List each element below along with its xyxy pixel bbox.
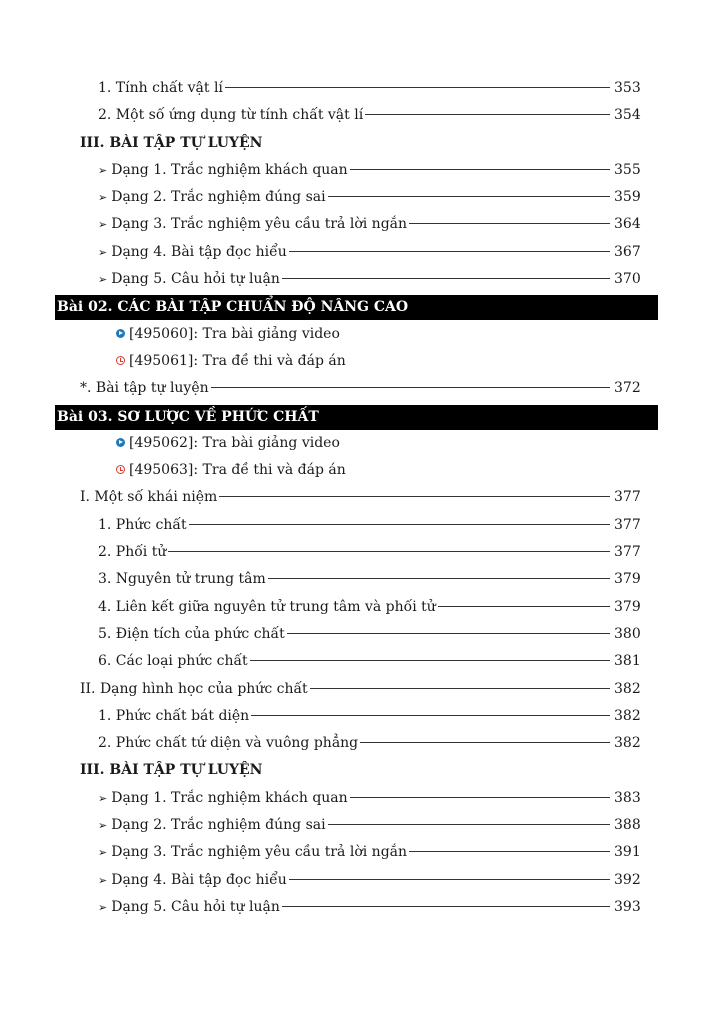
toc-entry-title: 2. Phức chất tứ diện và vuông phẳng: [98, 735, 359, 752]
toc-page-number: 388: [614, 817, 641, 834]
toc-page-number: 382: [614, 735, 641, 752]
arrow-bullet-icon: ➢: [98, 163, 108, 177]
dot-leader: [211, 387, 610, 388]
toc-entry-title: 2. Một số ứng dụng từ tính chất vật lí: [98, 107, 364, 124]
arrow-bullet-icon: ➢: [98, 791, 108, 805]
dot-leader: [168, 551, 610, 552]
toc-entry[interactable]: [80, 484, 640, 511]
toc-entry[interactable]: [98, 266, 640, 293]
toc-row: [0, 157, 724, 184]
toc-entry-title: Dạng 1. Trắc nghiệm khách quan: [111, 789, 348, 806]
dot-leader: [328, 824, 610, 825]
toc-page-number: 382: [614, 707, 641, 724]
toc-row: [0, 512, 724, 539]
toc-entry[interactable]: [98, 839, 640, 866]
toc-row: [0, 75, 724, 102]
toc-entry-title: Dạng 5. Câu hỏi tự luận: [111, 271, 280, 288]
toc-row: [0, 894, 724, 921]
toc-row: [0, 484, 724, 511]
lesson-title-bar[interactable]: Bài 03. SƠ LƯỢC VỀ PHỨC CHẤT: [55, 405, 658, 430]
arrow-bullet-icon: ➢: [98, 191, 108, 205]
toc-row: [0, 348, 724, 375]
arrow-bullet-icon: ➢: [98, 273, 108, 287]
toc-row: [0, 130, 724, 157]
exam-lookup-link[interactable]: [116, 348, 346, 375]
toc-entry[interactable]: [98, 730, 640, 757]
dot-leader: [250, 660, 610, 661]
toc-entry[interactable]: [98, 102, 640, 129]
dot-leader: [350, 169, 610, 170]
table-of-contents: [0, 75, 724, 921]
toc-page-number: 377: [614, 544, 641, 561]
dot-leader: [310, 688, 610, 689]
toc-row: [0, 102, 724, 129]
clock-icon: [116, 465, 125, 474]
toc-entry-title: I. Một số khái niệm: [80, 489, 218, 506]
toc-entry[interactable]: [80, 375, 640, 402]
toc-entry-title: Dạng 4. Bài tập đọc hiểu: [111, 243, 287, 260]
toc-entry[interactable]: [98, 703, 640, 730]
toc-row: [0, 867, 724, 894]
link-text: [495063]: Tra đề thi và đáp án: [129, 462, 346, 479]
toc-entry[interactable]: [98, 539, 640, 566]
toc-entry[interactable]: [98, 621, 640, 648]
toc-entry-title: 6. Các loại phức chất: [98, 653, 248, 670]
toc-page-number: 379: [614, 598, 641, 615]
toc-entry-title: Dạng 1. Trắc nghiệm khách quan: [111, 161, 348, 178]
toc-page-number: 353: [614, 80, 641, 96]
toc-page-number: 382: [614, 680, 641, 697]
dot-leader: [289, 879, 610, 880]
toc-page-number: 383: [614, 789, 641, 806]
dot-leader: [189, 524, 610, 525]
clock-icon: [116, 356, 125, 365]
toc-row: [0, 648, 724, 675]
toc-entry[interactable]: [98, 894, 640, 921]
toc-row: [0, 539, 724, 566]
toc-page-number: 392: [614, 871, 641, 888]
toc-row: [0, 566, 724, 593]
toc-row: [0, 839, 724, 866]
toc-entry-title: Dạng 2. Trắc nghiệm đúng sai: [111, 817, 326, 834]
arrow-bullet-icon: ➢: [98, 245, 108, 259]
toc-row: [0, 621, 724, 648]
toc-page-number: 372: [614, 380, 641, 397]
toc-entry[interactable]: [98, 867, 640, 894]
dot-leader: [409, 223, 610, 224]
toc-page-number: 380: [614, 625, 641, 642]
toc-entry-title: 1. Tính chất vật lí: [98, 80, 223, 96]
toc-entry-title: 1. Phức chất bát diện: [98, 707, 250, 724]
toc-entry[interactable]: [98, 184, 640, 211]
toc-entry[interactable]: [80, 676, 640, 703]
toc-entry[interactable]: [98, 75, 640, 102]
toc-entry-title: 2. Phối tử: [98, 544, 167, 561]
toc-entry-title: 4. Liên kết giữa nguyên tử trung tâm và phối tử: [98, 598, 436, 615]
dot-leader: [409, 851, 610, 852]
toc-row: [0, 812, 724, 839]
link-text: [495062]: Tra bài giảng video: [129, 434, 340, 451]
toc-entry[interactable]: [98, 648, 640, 675]
toc-page-number: 381: [614, 653, 641, 670]
link-text: [495060]: Tra bài giảng video: [129, 325, 340, 342]
play-video-icon: [116, 329, 125, 338]
toc-row: [0, 293, 724, 320]
toc-entry-title: 3. Nguyên tử trung tâm: [98, 571, 266, 588]
toc-entry-title: Dạng 2. Trắc nghiệm đúng sai: [111, 189, 326, 206]
toc-row: [0, 757, 724, 784]
toc-entry-title: Dạng 3. Trắc nghiệm yêu cầu trả lời ngắn: [111, 844, 408, 861]
lesson-title-bar[interactable]: Bài 02. CÁC BÀI TẬP CHUẨN ĐỘ NÂNG CAO: [55, 295, 658, 320]
toc-entry[interactable]: [98, 594, 640, 621]
video-lookup-link[interactable]: [116, 430, 340, 457]
toc-page-number: 359: [614, 189, 641, 206]
video-lookup-link[interactable]: [116, 321, 340, 348]
dot-leader: [225, 87, 610, 88]
toc-entry[interactable]: [98, 239, 640, 266]
toc-row: [0, 703, 724, 730]
toc-entry[interactable]: [98, 566, 640, 593]
link-text: [495061]: Tra đề thi và đáp án: [129, 352, 346, 369]
arrow-bullet-icon: ➢: [98, 846, 108, 860]
arrow-bullet-icon: ➢: [98, 218, 108, 232]
toc-heading-title: III. BÀI TẬP TỰ LUYỆN: [80, 762, 263, 779]
toc-row: [0, 375, 724, 402]
dot-leader: [289, 251, 610, 252]
dot-leader: [251, 715, 610, 716]
toc-row: [0, 266, 724, 293]
play-video-icon: [116, 438, 125, 447]
toc-entry[interactable]: [98, 785, 640, 812]
dot-leader: [282, 278, 610, 279]
toc-row: [0, 676, 724, 703]
dot-leader: [219, 496, 610, 497]
toc-page-number: 367: [614, 243, 641, 260]
toc-row: [0, 239, 724, 266]
arrow-bullet-icon: ➢: [98, 873, 108, 887]
dot-leader: [360, 742, 610, 743]
toc-page-number: 379: [614, 571, 641, 588]
toc-page-number: 355: [614, 161, 641, 178]
exam-lookup-link[interactable]: [116, 457, 346, 484]
toc-entry-title: Dạng 4. Bài tập đọc hiểu: [111, 871, 287, 888]
toc-row: [0, 403, 724, 430]
toc-entry-title: 5. Điện tích của phức chất: [98, 625, 285, 642]
toc-page-number: 354: [614, 107, 641, 124]
toc-page-number: 377: [614, 489, 641, 506]
toc-row: [0, 730, 724, 757]
dot-leader: [365, 114, 610, 115]
toc-entry-title: Dạng 3. Trắc nghiệm yêu cầu trả lời ngắn: [111, 216, 408, 233]
toc-page-number: 393: [614, 898, 641, 915]
toc-entry-title: Dạng 5. Câu hỏi tự luận: [111, 898, 280, 915]
toc-row: [0, 457, 724, 484]
toc-entry[interactable]: [98, 211, 640, 238]
dot-leader: [282, 906, 610, 907]
toc-entry-title: II. Dạng hình học của phức chất: [80, 680, 308, 697]
toc-row: [0, 430, 724, 457]
toc-row: [0, 785, 724, 812]
arrow-bullet-icon: ➢: [98, 819, 108, 833]
toc-row: [0, 321, 724, 348]
toc-page-number: 370: [614, 271, 641, 288]
toc-entry[interactable]: [98, 512, 640, 539]
toc-row: [0, 211, 724, 238]
toc-page-number: 364: [614, 216, 641, 233]
toc-entry[interactable]: [98, 157, 640, 184]
toc-page-number: 391: [614, 844, 641, 861]
dot-leader: [350, 797, 610, 798]
toc-entry-title: 1. Phức chất: [98, 516, 187, 533]
toc-section-heading[interactable]: [80, 130, 262, 157]
toc-row: [0, 184, 724, 211]
toc-section-heading[interactable]: [80, 757, 262, 784]
dot-leader: [268, 578, 610, 579]
arrow-bullet-icon: ➢: [98, 900, 108, 914]
toc-page-number: 377: [614, 516, 641, 533]
toc-entry-title: *. Bài tập tự luyện: [80, 380, 209, 397]
dot-leader: [328, 196, 610, 197]
toc-entry[interactable]: [98, 812, 640, 839]
toc-heading-title: III. BÀI TẬP TỰ LUYỆN: [80, 134, 263, 151]
dot-leader: [438, 606, 610, 607]
dot-leader: [287, 633, 610, 634]
toc-row: [0, 594, 724, 621]
